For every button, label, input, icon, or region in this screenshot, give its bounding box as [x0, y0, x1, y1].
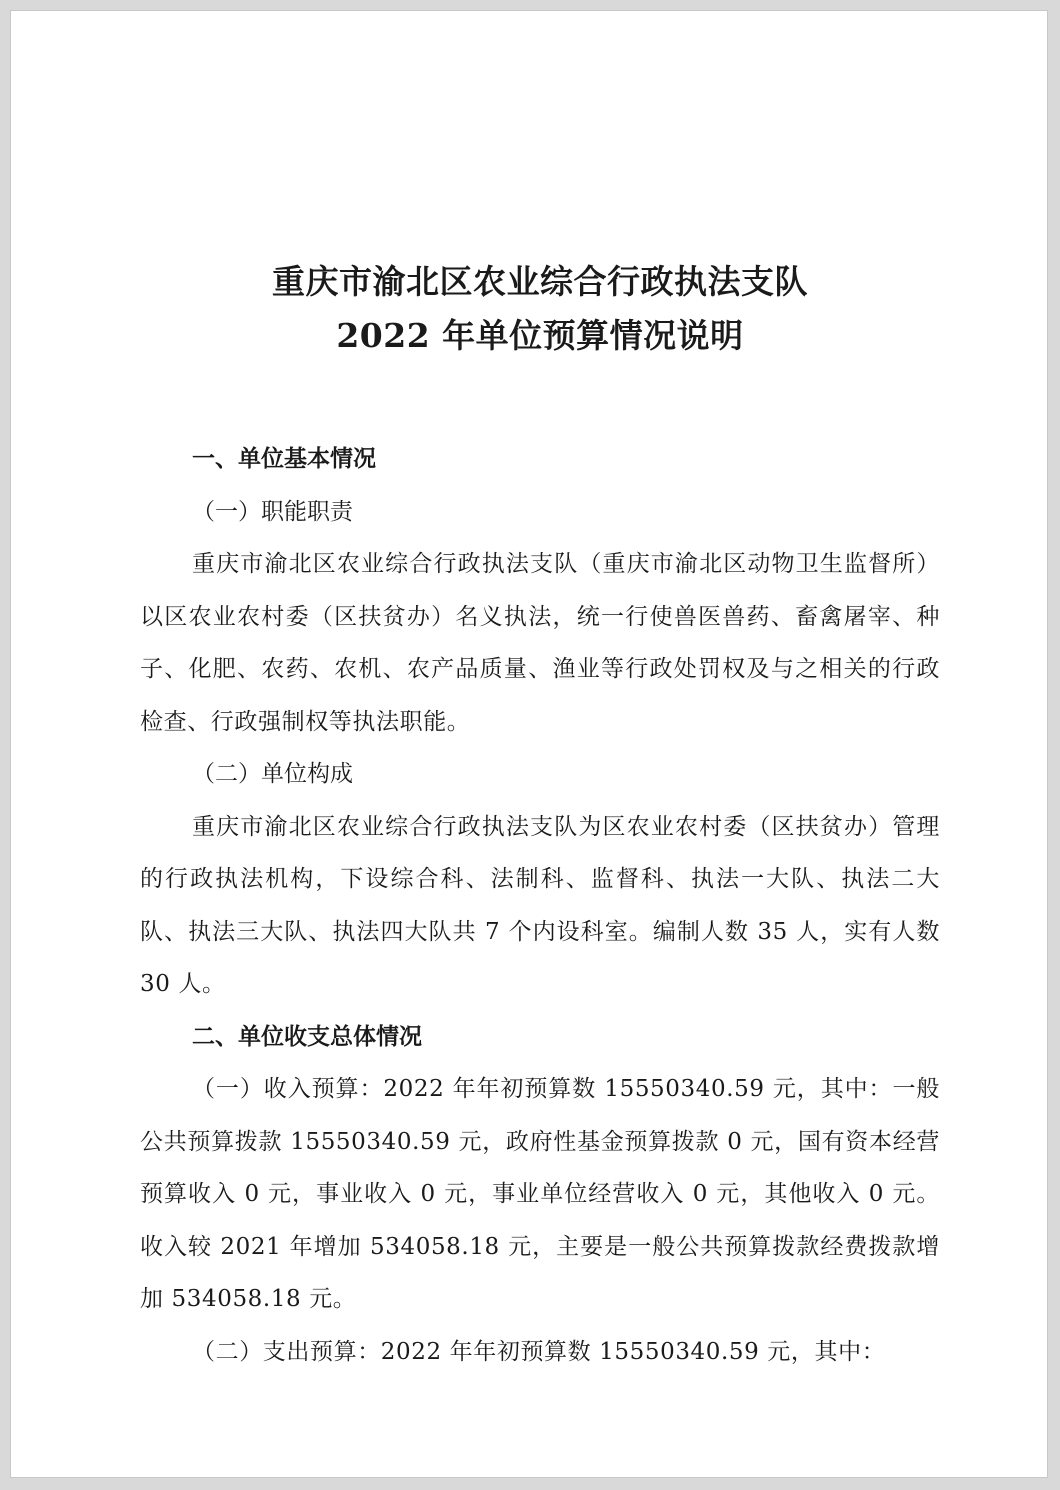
section-1-sub-2-text: 重庆市渝北区农业综合行政执法支队为区农业农村委（区扶贫办）管理的行政执法机构，下设综合科、法制科、监督科、执法一大队、执法二大队、执法三大队、执法四大队共 7 个内设科室。编制人数 35 人，实有人数 30 人。 — [140, 813, 940, 997]
title-line-2: 2022 年单位预算情况说明 — [336, 316, 744, 355]
document-title — [140, 255, 940, 363]
document-page — [10, 10, 1048, 1478]
section-1-heading: 一、单位基本情况 — [192, 446, 376, 472]
section-2-income-text: （一）收入预算：2022 年年初预算数 15550340.59 元，其中：一般公共预算拨款 15550340.59 元，政府性基金预算拨款 0 元，国有资本经营预算收入 0 元，事业收入 0 元，事业单位经营收入 0 元，其他收入 0 元。收入较 2021 年增加 534058.18 元，主要是一般公共预算拨款经费拨款增加 534058.18 元。 — [140, 1076, 940, 1312]
title-spacer — [140, 363, 940, 433]
section-1-sub-1-heading: （一）职能职责 — [192, 498, 353, 525]
document-body — [140, 255, 940, 1378]
section-1-sub-1-text: 重庆市渝北区农业综合行政执法支队（重庆市渝北区动物卫生监督所）以区农业农村委（区扶贫办）名义执法，统一行使兽医兽药、畜禽屠宰、种子、化肥、农药、农机、农产品质量、渔业等行政处罚权及与之相关的行政检查、行政强制权等执法职能。 — [140, 551, 940, 735]
section-2-expense-text: （二）支出预算：2022 年年初预算数 15550340.59 元，其中： — [192, 1338, 886, 1365]
section-2-heading: 二、单位收支总体情况 — [192, 1023, 422, 1050]
title-line-1: 重庆市渝北区农业综合行政执法支队 — [272, 262, 808, 301]
section-1-sub-2-heading: （二）单位构成 — [192, 761, 353, 787]
